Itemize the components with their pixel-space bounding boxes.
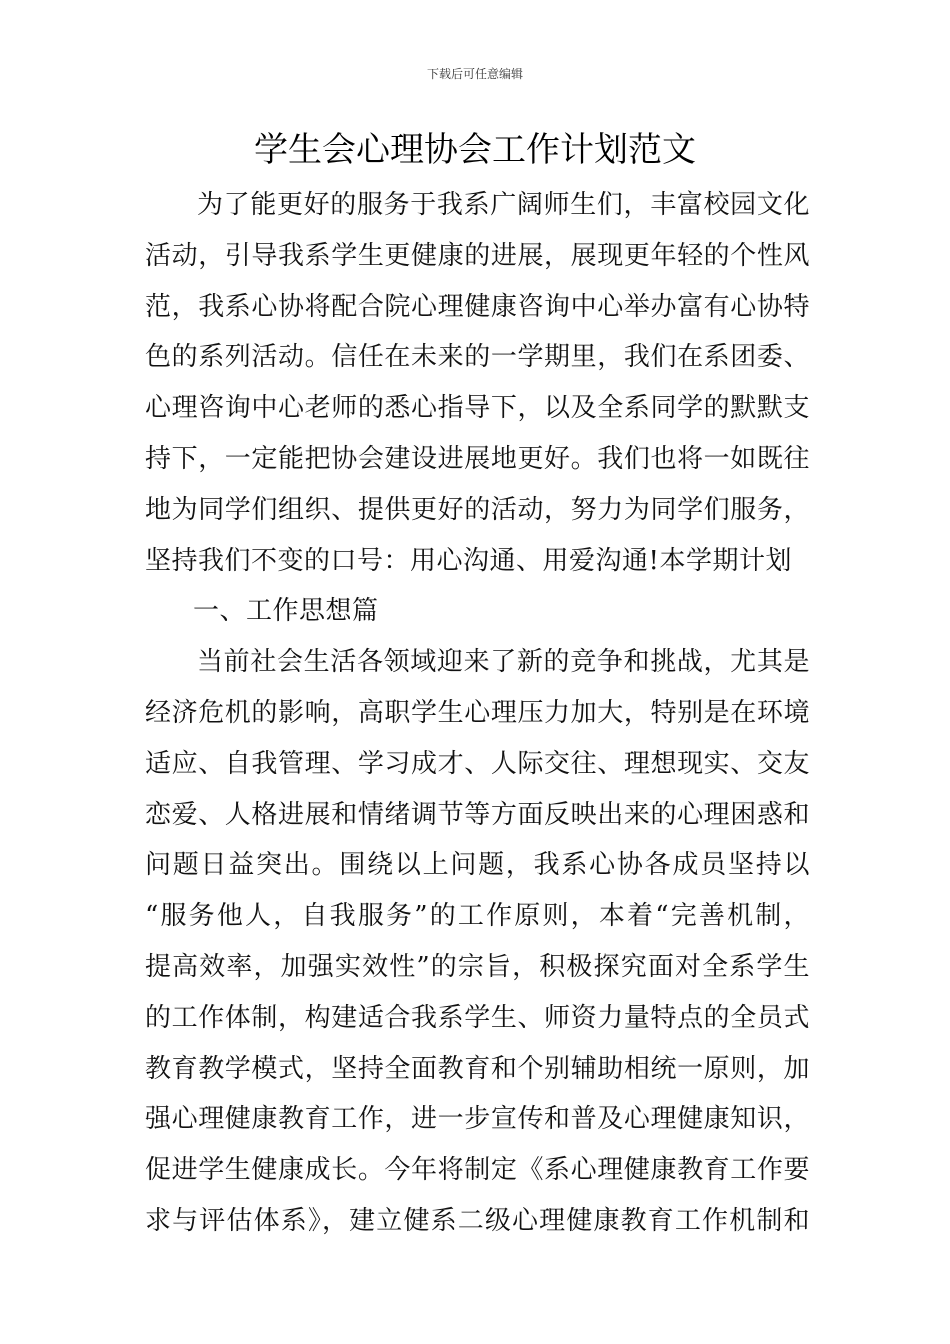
paragraph-2-line-7: 提高效率，加强实效性”的宗旨，积极探究面对全系学生	[145, 951, 810, 982]
paragraph-1-line-7: 地为同学们组织、提供更好的活动，努力为同学们服务，	[145, 494, 810, 525]
paragraph-2-line-10: 强心理健康教育工作，进一步宣传和普及心理健康知识，	[145, 1104, 810, 1135]
paragraph-2-line-9: 教育教学模式，坚持全面教育和个别辅助相统一原则，加	[145, 1053, 810, 1084]
paragraph-2-line-1: 当前社会生活各领域迎来了新的竞争和挑战，尤其是	[197, 647, 810, 678]
paragraph-1-line-3: 范，我系心协将配合院心理健康咨询中心举办富有心协特	[145, 291, 810, 322]
paragraph-2-line-2: 经济危机的影响，高职学生心理压力加大，特别是在环境	[145, 697, 810, 728]
paragraph-1-line-4: 色的系列活动。信任在未来的一学期里，我们在系团委、	[145, 342, 810, 373]
paragraph-2-line-8: 的工作体制，构建适合我系学生、师资力量特点的全员式	[145, 1002, 810, 1033]
paragraph-1-line-5: 心理咨询中心老师的悉心指导下，以及全系同学的默默支	[145, 393, 810, 424]
document-title: 学生会心理协会工作计划范文	[254, 130, 696, 170]
header-note: 下载后可任意编辑	[426, 67, 523, 81]
paragraph-2-line-5: 问题日益突出。围绕以上问题，我系心协各成员坚持以	[145, 850, 810, 881]
paragraph-2-line-3: 适应、自我管理、学习成才、人际交往、理想现实、交友	[145, 748, 810, 779]
section-heading: 一、工作思想篇	[193, 596, 379, 627]
paragraph-2-line-4: 恋爱、人格进展和情绪调节等方面反映出来的心理困惑和	[145, 799, 810, 830]
paragraph-1-line-6: 持下，一定能把协会建设进展地更好。我们也将一如既往	[145, 443, 810, 474]
paragraph-1-line-8: 坚持我们不变的口号：用心沟通、用爱沟通!本学期计划	[145, 545, 792, 576]
paragraph-1-line-1: 为了能更好的服务于我系广阔师生们，丰富校园文化	[197, 190, 810, 220]
document-body	[145, 180, 810, 1247]
paragraph-2-line-12: 求与评估体系》，建立健系二级心理健康教育工作机制和	[145, 1205, 810, 1236]
paragraph-2-line-11: 促进学生健康成长。今年将制定《系心理健康教育工作要	[145, 1155, 810, 1186]
paragraph-1-line-2: 活动，引导我系学生更健康的进展，展现更年轻的个性风	[145, 240, 810, 271]
paragraph-2-line-6: “服务他人，自我服务”的工作原则，本着“完善机制，	[145, 901, 810, 932]
